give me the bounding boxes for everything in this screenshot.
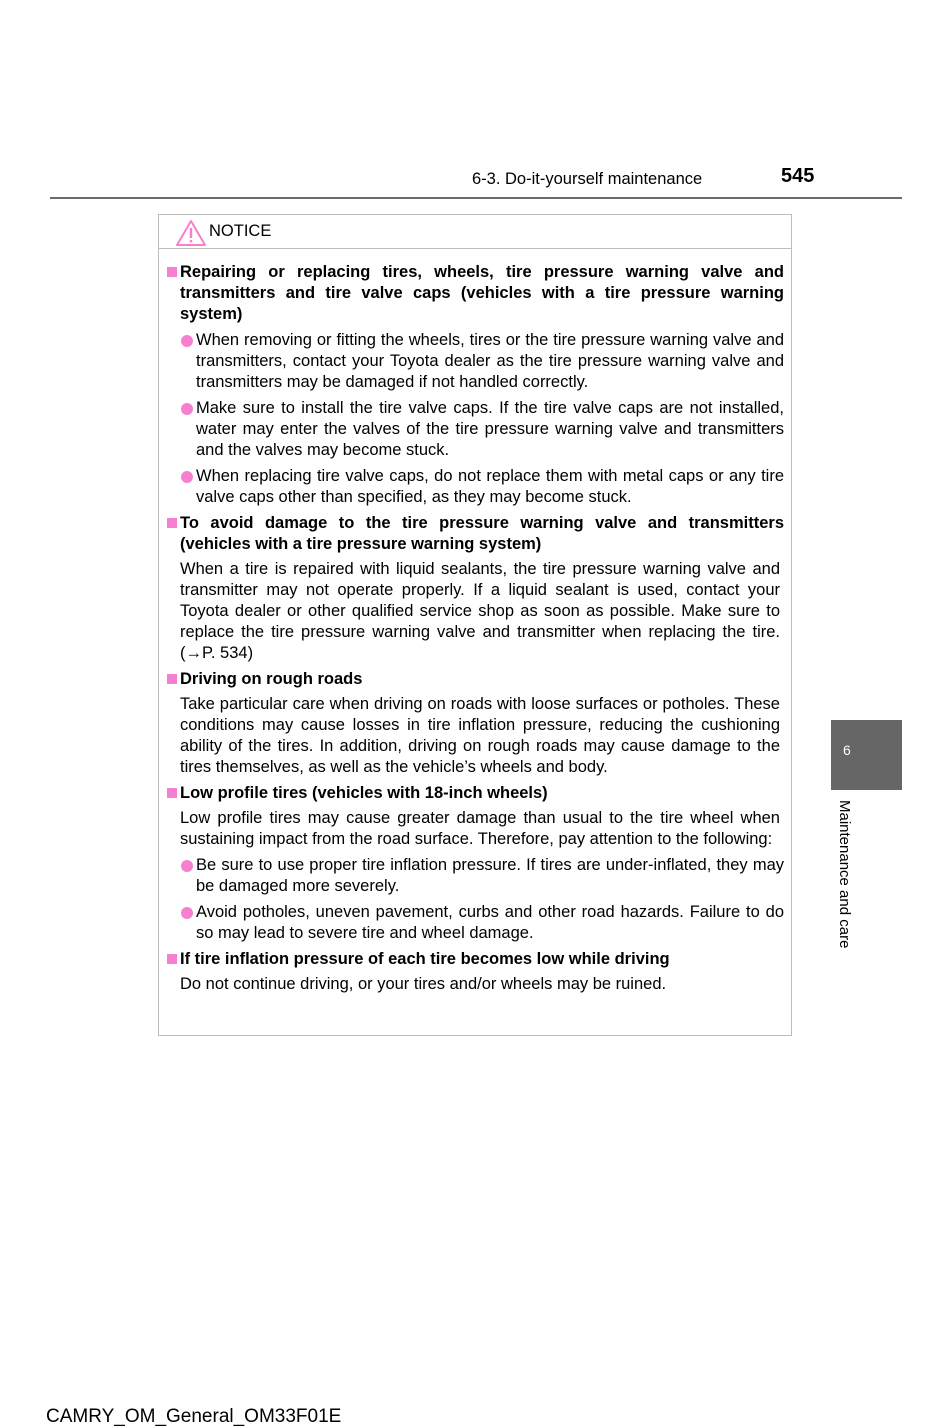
notice-section: [165, 669, 784, 778]
square-bullet-icon: [167, 267, 177, 277]
circle-bullet-icon: [181, 471, 193, 483]
square-bullet-icon: [167, 788, 177, 798]
notice-header: [159, 215, 791, 249]
circle-bullet-icon: [181, 335, 193, 347]
section-heading: Repairing or replacing tires, wheels, tire pressure warning valve and transmitters and tire valve caps (vehicles with a tire pressure warning system): [165, 262, 784, 325]
bullet-item: When replacing tire valve caps, do not replace them with metal caps or any tire valve caps other than specified, as they may become stuck.: [165, 466, 784, 508]
section-paragraph: When a tire is repaired with liquid sealants, the tire pressure warning valve and transmitter may not operate properly. If a liquid sealant is used, contact your Toyota dealer or other qualified service shop as soon as possible. Make sure to replace the tire pressure warning valve and transmitter when replacing the tire. (→P. 534): [180, 560, 780, 662]
notice-body: [159, 249, 791, 995]
section-heading: To avoid damage to the tire pressure warning valve and transmitters (vehicles with a tire pressure warning system): [165, 513, 784, 555]
section-paragraph: Low profile tires may cause greater damage than usual to the tire wheel when sustaining impact from the road surface. Therefore, pay attention to the following:: [180, 809, 780, 848]
circle-bullet-icon: [181, 860, 193, 872]
square-bullet-icon: [167, 954, 177, 964]
section-paragraph: Do not continue driving, or your tires and/or wheels may be ruined.: [180, 975, 667, 993]
section-heading: Low profile tires (vehicles with 18-inch wheels): [165, 783, 784, 804]
section-heading: If tire inflation pressure of each tire becomes low while driving: [165, 949, 784, 970]
bullet-item: Avoid potholes, uneven pavement, curbs and other road hazards. Failure to do so may lead to severe tire and wheel damage.: [165, 902, 784, 944]
chapter-number: 6: [843, 742, 851, 758]
section-title: 6-3. Do-it-yourself maintenance: [472, 170, 703, 188]
circle-bullet-icon: [181, 907, 193, 919]
notice-section: [165, 783, 784, 944]
bullet-item: Make sure to install the tire valve caps. If the tire valve caps are not installed, water may enter the valves of the tire pressure warning valve and transmitters and the valves may become stuck.: [165, 398, 784, 461]
notice-section: [165, 513, 784, 664]
footer-doc-id: CAMRY_OM_General_OM33F01E: [46, 1406, 342, 1427]
square-bullet-icon: [167, 518, 177, 528]
notice-box: [158, 214, 792, 1036]
circle-bullet-icon: [181, 403, 193, 415]
header-rule: [50, 197, 902, 199]
chapter-tab: [831, 720, 902, 790]
notice-section: [165, 262, 784, 508]
warning-triangle-icon: [175, 219, 207, 247]
bullet-item: Be sure to use proper tire inflation pressure. If tires are under-inflated, they may be damaged more severely.: [165, 855, 784, 897]
section-heading: Driving on rough roads: [165, 669, 784, 690]
bullet-item: When removing or fitting the wheels, tires or the tire pressure warning valve and transmitters, contact your Toyota dealer as the tire pressure warning valve and transmitters may be damaged if not handled correctly.: [165, 330, 784, 393]
chapter-label: Maintenance and care: [836, 800, 853, 949]
notice-section: [165, 949, 784, 995]
square-bullet-icon: [167, 674, 177, 684]
notice-title: NOTICE: [209, 222, 272, 240]
section-paragraph: Take particular care when driving on roads with loose surfaces or potholes. These conditions may cause losses in tire inflation pressure, reducing the cushioning ability of the tires. In addition, driving on rough roads may cause damage to the tires themselves, as well as the vehicle’s wheels and body.: [180, 695, 780, 776]
page-number: 545: [781, 165, 815, 187]
